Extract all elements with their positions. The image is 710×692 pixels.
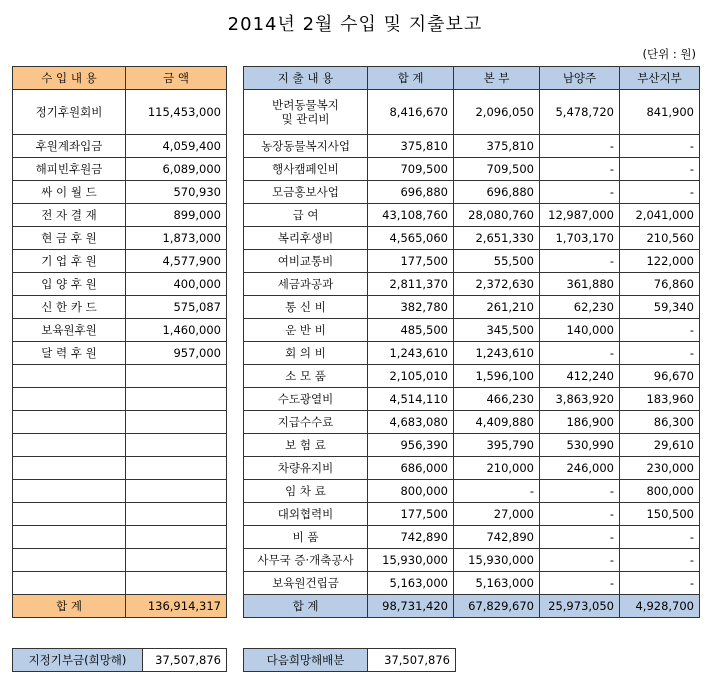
- income-header-row: [13, 67, 227, 90]
- expense-item: 비 품: [244, 526, 368, 549]
- expense-row: [244, 411, 700, 434]
- income-amount: 4,577,900: [126, 250, 227, 273]
- expense-hq: -: [454, 480, 540, 503]
- income-item: [13, 549, 126, 572]
- income-item: [13, 411, 126, 434]
- expense-namyangju: -: [540, 480, 620, 503]
- expense-item: 수도광열비: [244, 388, 368, 411]
- income-amount: 115,453,000: [126, 90, 227, 135]
- income-row: [13, 250, 227, 273]
- income-amount: 957,000: [126, 342, 227, 365]
- expense-row: [244, 365, 700, 388]
- expense-total-namyangju: 25,973,050: [540, 595, 620, 618]
- income-item: 전 자 결 재: [13, 204, 126, 227]
- income-row: [13, 158, 227, 181]
- income-item: [13, 503, 126, 526]
- expense-total: 4,514,110: [368, 388, 454, 411]
- expense-busan: -: [620, 549, 700, 572]
- expense-item: 여비교통비: [244, 250, 368, 273]
- designated-donation-table: [12, 648, 227, 672]
- expense-namyangju: -: [540, 526, 620, 549]
- expense-item: 통 신 비: [244, 296, 368, 319]
- expense-row: [244, 250, 700, 273]
- expense-item: 행사캠페인비: [244, 158, 368, 181]
- expense-busan: -: [620, 181, 700, 204]
- income-item: 후원계좌입금: [13, 135, 126, 158]
- expense-hq: 55,500: [454, 250, 540, 273]
- expense-busan: 183,960: [620, 388, 700, 411]
- expense-header-total: 합 계: [368, 67, 454, 90]
- income-row: [13, 342, 227, 365]
- expense-row: [244, 549, 700, 572]
- report-title: 2014년 2월 수입 및 지출보고: [227, 14, 483, 35]
- expense-busan: -: [620, 572, 700, 595]
- expense-item: 복리후생비: [244, 227, 368, 250]
- income-row: [13, 296, 227, 319]
- income-row: [13, 457, 227, 480]
- income-row: [13, 526, 227, 549]
- expense-row: [244, 480, 700, 503]
- income-item: 정기후원회비: [13, 90, 126, 135]
- expense-item: 농장동물복지사업: [244, 135, 368, 158]
- expense-item: 운 반 비: [244, 319, 368, 342]
- income-item: [13, 434, 126, 457]
- expense-total: 2,811,370: [368, 273, 454, 296]
- expense-busan: 76,860: [620, 273, 700, 296]
- expense-row: [244, 457, 700, 480]
- income-item: 신 한 카 드: [13, 296, 126, 319]
- expense-hq: 2,096,050: [454, 90, 540, 135]
- expense-namyangju: 1,703,170: [540, 227, 620, 250]
- expense-total: 4,565,060: [368, 227, 454, 250]
- expense-total: 5,163,000: [368, 572, 454, 595]
- income-amount: 4,059,400: [126, 135, 227, 158]
- expense-hq: 261,210: [454, 296, 540, 319]
- expense-row: [244, 319, 700, 342]
- income-total-value: 136,914,317: [126, 595, 227, 618]
- expense-total-hq: 67,829,670: [454, 595, 540, 618]
- income-amount: 899,000: [126, 204, 227, 227]
- expense-hq: 345,500: [454, 319, 540, 342]
- expense-row: [244, 158, 700, 181]
- income-table: [12, 66, 227, 618]
- expense-namyangju: -: [540, 158, 620, 181]
- income-row: [13, 572, 227, 595]
- expense-namyangju: -: [540, 549, 620, 572]
- income-row: [13, 480, 227, 503]
- income-item: [13, 457, 126, 480]
- income-item: 현 금 후 원: [13, 227, 126, 250]
- income-amount: [126, 365, 227, 388]
- expense-item: 지급수수료: [244, 411, 368, 434]
- income-amount: 1,873,000: [126, 227, 227, 250]
- expense-row: [244, 388, 700, 411]
- expense-busan: 59,340: [620, 296, 700, 319]
- expense-item: 사무국 증·개축공사: [244, 549, 368, 572]
- expense-hq: 28,080,760: [454, 204, 540, 227]
- next-distribution-table: [243, 648, 456, 672]
- income-row: [13, 181, 227, 204]
- income-row: [13, 204, 227, 227]
- expense-row: [244, 181, 700, 204]
- income-item: 입 양 후 원: [13, 273, 126, 296]
- expense-row: [244, 90, 700, 135]
- expense-namyangju: -: [540, 503, 620, 526]
- income-row: [13, 434, 227, 457]
- expense-total: 742,890: [368, 526, 454, 549]
- income-item: [13, 365, 126, 388]
- expense-busan: 122,000: [620, 250, 700, 273]
- expense-total-total: 98,731,420: [368, 595, 454, 618]
- income-amount: 575,087: [126, 296, 227, 319]
- expense-item: 대외협력비: [244, 503, 368, 526]
- expense-row: [244, 204, 700, 227]
- expense-namyangju: 530,990: [540, 434, 620, 457]
- expense-hq: 2,651,330: [454, 227, 540, 250]
- expense-row: [244, 273, 700, 296]
- expense-header-busan: 부산지부: [620, 67, 700, 90]
- expense-busan: 841,900: [620, 90, 700, 135]
- expense-item: 급 여: [244, 204, 368, 227]
- expense-row: [244, 227, 700, 250]
- income-amount: 1,460,000: [126, 319, 227, 342]
- expense-busan: 29,610: [620, 434, 700, 457]
- income-row: [13, 319, 227, 342]
- expense-hq: 1,596,100: [454, 365, 540, 388]
- income-amount: [126, 480, 227, 503]
- expense-namyangju: 5,478,720: [540, 90, 620, 135]
- next-distribution-label: 다음희망해배분: [244, 649, 368, 672]
- income-header-amount: 금 액: [126, 67, 227, 90]
- expense-total: 177,500: [368, 250, 454, 273]
- income-amount: [126, 388, 227, 411]
- expense-namyangju: 361,880: [540, 273, 620, 296]
- expense-hq: 210,000: [454, 457, 540, 480]
- income-item: [13, 480, 126, 503]
- income-amount: [126, 503, 227, 526]
- expense-row: [244, 526, 700, 549]
- income-row: [13, 549, 227, 572]
- income-item: 해피빈후원금: [13, 158, 126, 181]
- expense-total: 686,000: [368, 457, 454, 480]
- expense-item: 보 험 료: [244, 434, 368, 457]
- expense-namyangju: 186,900: [540, 411, 620, 434]
- unit-label: (단위 : 원): [642, 47, 696, 61]
- expense-namyangju: -: [540, 342, 620, 365]
- expense-busan: -: [620, 135, 700, 158]
- expense-total: 177,500: [368, 503, 454, 526]
- expense-busan: 800,000: [620, 480, 700, 503]
- expense-namyangju: -: [540, 181, 620, 204]
- income-item: 기 업 후 원: [13, 250, 126, 273]
- expense-row: [244, 296, 700, 319]
- expense-row: [244, 342, 700, 365]
- expense-table: [243, 66, 700, 618]
- expense-hq: 4,409,880: [454, 411, 540, 434]
- expense-busan: 210,560: [620, 227, 700, 250]
- income-row: [13, 503, 227, 526]
- expense-hq: 395,790: [454, 434, 540, 457]
- expense-busan: -: [620, 342, 700, 365]
- expense-total: 800,000: [368, 480, 454, 503]
- income-amount: 570,930: [126, 181, 227, 204]
- expense-namyangju: 62,230: [540, 296, 620, 319]
- expense-hq: 1,243,610: [454, 342, 540, 365]
- expense-total: 1,243,610: [368, 342, 454, 365]
- expense-total: 8,416,670: [368, 90, 454, 135]
- expense-namyangju: 140,000: [540, 319, 620, 342]
- income-item: 달 력 후 원: [13, 342, 126, 365]
- income-header-item: 수 입 내 용: [13, 67, 126, 90]
- expense-item: 임 차 료: [244, 480, 368, 503]
- expense-namyangju: -: [540, 135, 620, 158]
- expense-busan: 150,500: [620, 503, 700, 526]
- expense-busan: -: [620, 526, 700, 549]
- income-amount: [126, 457, 227, 480]
- expense-row: [244, 434, 700, 457]
- income-item: [13, 572, 126, 595]
- income-item: [13, 388, 126, 411]
- expense-total: 375,810: [368, 135, 454, 158]
- income-amount: 400,000: [126, 273, 227, 296]
- expense-row: [244, 135, 700, 158]
- expense-hq: 466,230: [454, 388, 540, 411]
- expense-namyangju: -: [540, 572, 620, 595]
- expense-busan: 230,000: [620, 457, 700, 480]
- expense-header-item: 지 출 내 용: [244, 67, 368, 90]
- income-amount: [126, 572, 227, 595]
- income-total-label: 합 계: [13, 595, 126, 618]
- expense-row: [244, 503, 700, 526]
- expense-hq: 709,500: [454, 158, 540, 181]
- expense-hq: 742,890: [454, 526, 540, 549]
- expense-busan: 2,041,000: [620, 204, 700, 227]
- expense-total: 709,500: [368, 158, 454, 181]
- expense-total: 43,108,760: [368, 204, 454, 227]
- expense-item: 모금홍보사업: [244, 181, 368, 204]
- expense-hq: 27,000: [454, 503, 540, 526]
- expense-item: 반려동물복지 및 관리비: [244, 90, 368, 135]
- expense-total: 696,880: [368, 181, 454, 204]
- expense-namyangju: 3,863,920: [540, 388, 620, 411]
- expense-item: 소 모 품: [244, 365, 368, 388]
- income-row: [13, 365, 227, 388]
- expense-header-namyangju: 남양주: [540, 67, 620, 90]
- expense-busan: 96,670: [620, 365, 700, 388]
- expense-header-row: [244, 67, 700, 90]
- expense-busan: -: [620, 319, 700, 342]
- income-amount: 6,089,000: [126, 158, 227, 181]
- expense-busan: -: [620, 158, 700, 181]
- income-total-row: [13, 595, 227, 618]
- income-item: [13, 526, 126, 549]
- expense-hq: 2,372,630: [454, 273, 540, 296]
- next-distribution-value: 37,507,876: [368, 649, 456, 672]
- expense-header-hq: 본 부: [454, 67, 540, 90]
- expense-namyangju: -: [540, 250, 620, 273]
- expense-total: 956,390: [368, 434, 454, 457]
- expense-hq: 15,930,000: [454, 549, 540, 572]
- income-item: 싸 이 월 드: [13, 181, 126, 204]
- expense-namyangju: 246,000: [540, 457, 620, 480]
- expense-item: 세금과공과: [244, 273, 368, 296]
- income-row: [13, 90, 227, 135]
- income-amount: [126, 434, 227, 457]
- expense-total: 2,105,010: [368, 365, 454, 388]
- expense-total-label: 합 계: [244, 595, 368, 618]
- expense-total-busan: 4,928,700: [620, 595, 700, 618]
- income-row: [13, 388, 227, 411]
- expense-item: 회 의 비: [244, 342, 368, 365]
- designated-donation-value: 37,507,876: [143, 649, 227, 672]
- expense-total: 382,780: [368, 296, 454, 319]
- income-row: [13, 135, 227, 158]
- expense-hq: 375,810: [454, 135, 540, 158]
- income-row: [13, 227, 227, 250]
- expense-item: 보육원건립금: [244, 572, 368, 595]
- expense-hq: 696,880: [454, 181, 540, 204]
- expense-hq: 5,163,000: [454, 572, 540, 595]
- expense-namyangju: 12,987,000: [540, 204, 620, 227]
- expense-row: [244, 572, 700, 595]
- expense-busan: 86,300: [620, 411, 700, 434]
- expense-namyangju: 412,240: [540, 365, 620, 388]
- income-amount: [126, 549, 227, 572]
- expense-item: 차량유지비: [244, 457, 368, 480]
- income-amount: [126, 411, 227, 434]
- designated-donation-label: 지정기부금(희망해): [13, 649, 143, 672]
- income-item: 보육원후원: [13, 319, 126, 342]
- income-row: [13, 273, 227, 296]
- expense-total: 15,930,000: [368, 549, 454, 572]
- income-amount: [126, 526, 227, 549]
- expense-total: 4,683,080: [368, 411, 454, 434]
- expense-total: 485,500: [368, 319, 454, 342]
- expense-total-row: [244, 595, 700, 618]
- income-row: [13, 411, 227, 434]
